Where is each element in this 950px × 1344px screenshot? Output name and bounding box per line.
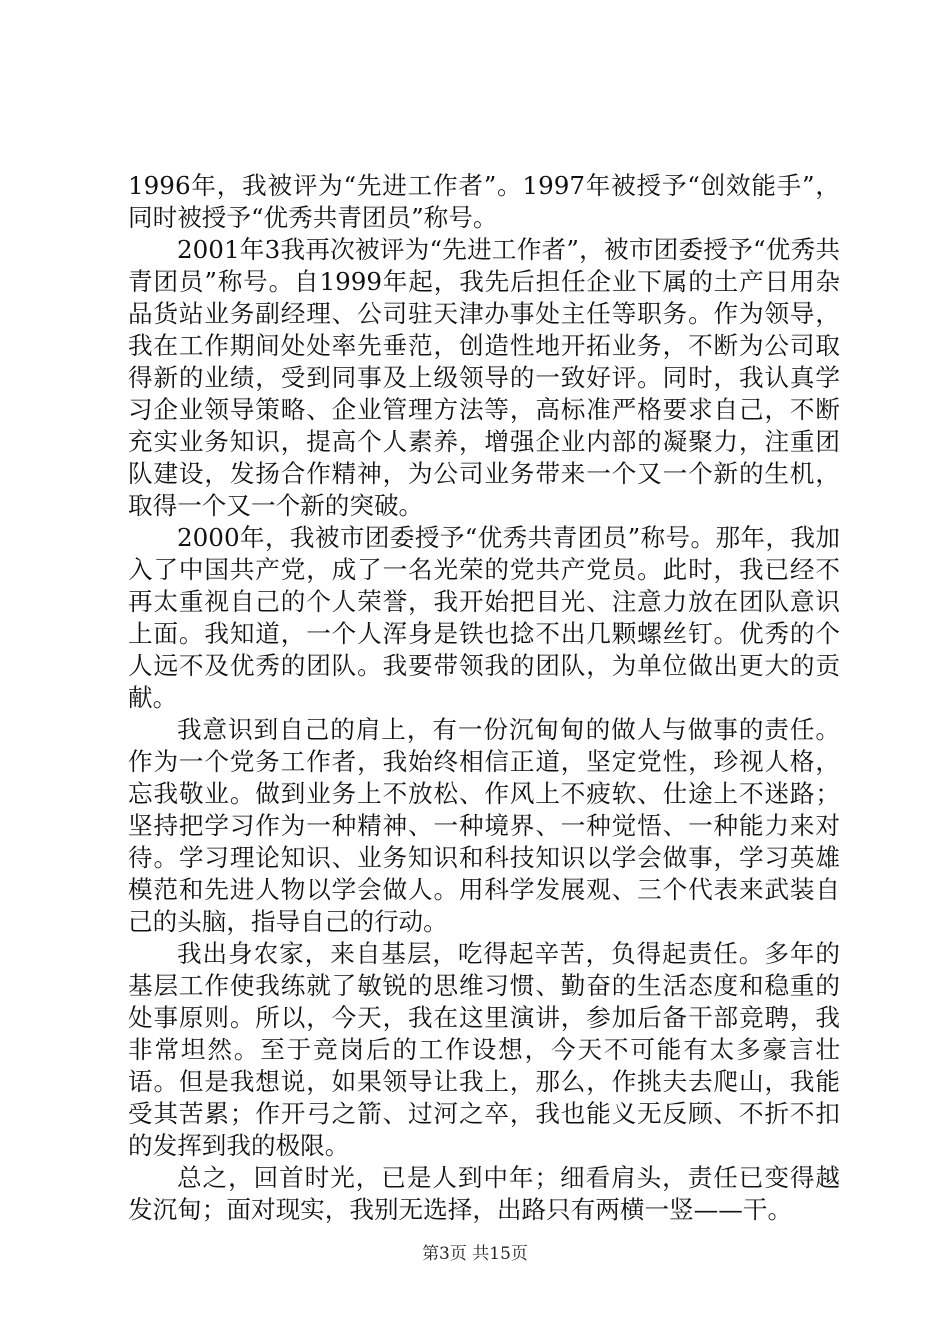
paragraph-5: 我出身农家，来自基层，吃得起辛苦，负得起责任。多年的基层工作使我练就了敏锐的思维习惯、勤奋的生活态度和稳重的处事原则。所以，今天，我在这里演讲，参加后备干部竞聘，我非常坦然。至于竞岗后的工作设想，今天不可能有太多豪言壮语。但是我想说，如果领导让我上，那么，作挑夫去爬山，我能受其苦累；作开弓之箭、过河之卒，我也能义无反顾、不折不扣的发挥到我的极限。	[128, 939, 840, 1160]
paragraph-1: 1996年，我被评为“先进工作者”。1997年被授予“创效能手”，同时被授予“优秀共青团员”称号。	[128, 171, 840, 232]
paragraph-2: 2001年3我再次被评为“先进工作者”，被市团委授予“优秀共青团员”称号。自1999年起，我先后担任企业下属的土产日用杂品货站业务副经理、公司驻天津办事处主任等职务。作为领导，我在工作期间处处率先垂范，创造性地开拓业务，不断为公司取得新的业绩，受到同事及上级领导的一致好评。同时，我认真学习企业领导策略、企业管理方法等，高标准严格要求自己，不断充实业务知识，提高个人素养，增强企业内部的凝聚力，注重团队建设，发扬合作精神，为公司业务带来一个又一个新的生机，取得一个又一个新的突破。	[128, 235, 840, 520]
paragraph-3: 2000年，我被市团委授予“优秀共青团员”称号。那年，我加入了中国共产党，成了一名光荣的党共产党员。此时，我已经不再太重视自己的个人荣誉，我开始把目光、注意力放在团队意识上面。我知道，一个人浑身是铁也捻不出几颗螺丝钉。优秀的个人远不及优秀的团队。我要带领我的团队，为单位做出更大的贡献。	[128, 523, 840, 712]
paragraph-6: 总之，回首时光，已是人到中年；细看肩头，责任已变得越发沉甸；面对现实，我别无选择，出路只有两横一竖——干。	[128, 1163, 840, 1224]
paragraph-4: 我意识到自己的肩上，有一份沉甸甸的做人与做事的责任。作为一个党务工作者，我始终相信正道，坚定党性，珍视人格，忘我敬业。做到业务上不放松、作风上不疲软、仕途上不迷路；坚持把学习作为一种精神、一种境界、一种觉悟、一种能力来对待。学习理论知识、业务知识和科技知识以学会做事，学习英雄模范和先进人物以学会做人。用科学发展观、三个代表来武装自己的头脑，指导自己的行动。	[128, 715, 840, 936]
page-number-footer: 第3页 共15页	[422, 1244, 528, 1264]
body-text	[128, 170, 840, 1226]
